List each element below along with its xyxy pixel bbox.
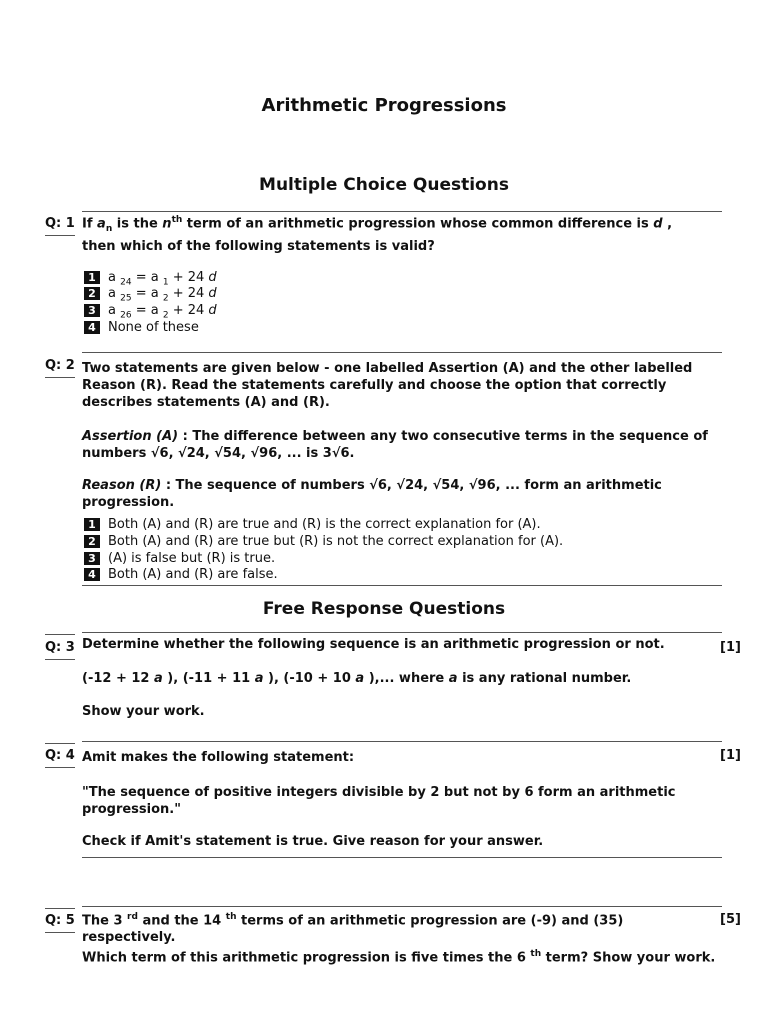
question-4-quote: "The sequence of positive integers divisible by 2 but not by 6 form an arithmetic progression." [82,785,676,817]
option-4[interactable]: 4 None of these [84,320,199,336]
option-1[interactable]: 1 a $_{24}$ = a $_1$ + 24 d [84,270,217,291]
assertion-text: Assertion (A) : The difference between any two consecutive terms in the sequence of numbers √6, √24, √54, √96, ... is 3√6. [82,429,708,461]
page-title: Arithmetic Progressions [261,95,507,116]
question-label-underline [45,767,75,768]
option-3[interactable]: 3 a $_{26}$ = a $_2$ + 24 d [84,303,217,324]
mcq-heading: Multiple Choice Questions [259,175,509,195]
frq-heading: Free Response Questions [262,599,506,619]
question-2-text: Two statements are given below - one labelled Assertion (A) and the other labelled Reason (R). Read the statements carefully and choose the option that correctly describes statements (A) and (R). [82,361,693,410]
option-3[interactable]: 3 (A) is false but (R) is true. [84,551,275,567]
marks-badge: [1] [720,748,741,763]
question-label-underline [45,377,75,378]
marks-badge: [1] [720,640,741,655]
marks-badge: [5] [720,912,741,927]
option-2[interactable]: 2 Both (A) and (R) are true but (R) is not the correct explanation for (A). [84,534,563,550]
question-label-3: Q: 3 [45,640,75,655]
divider [82,741,722,742]
option-1[interactable]: 1 Both (A) and (R) are true and (R) is the correct explanation for (A). [84,517,541,533]
question-label-1: Q: 1 [45,216,75,231]
question-5-text: The 3 $^{rd}$ and the 14 $^{th}$ terms of an arithmetic progression are (-9) and (35) respectively. Which term of this arithmetic progression is five times the 6 $^{th}$ term? Show your work. [82,912,716,966]
question-1-text: If $a_n$ is the $n^{th}$ term of an arithmetic progression whose common difference is d , then which of the following statements is valid? [82,215,673,254]
divider [82,632,722,633]
question-label-5: Q: 5 [45,913,75,928]
question-label-underline [45,932,75,933]
divider [82,857,722,858]
option-2[interactable]: 2 a $_{25}$ = a $_2$ + 24 d [84,286,217,307]
question-3-instruction: Show your work. [82,704,205,719]
question-4-instruction: Check if Amit's statement is true. Give reason for your answer. [82,834,544,849]
divider [82,352,722,353]
divider [82,585,722,586]
question-label-overline [45,634,75,635]
question-label-2: Q: 2 [45,358,75,373]
reason-text: Reason (R) : The sequence of numbers √6, √24, √54, √96, ... form an arithmetic progression. [82,478,662,510]
question-3-text: Determine whether the following sequence is an arithmetic progression or not. [82,637,665,652]
question-3-sequence: (-12 + 12 a ), (-11 + 11 a ), (-10 + 10 a ),... where a is any rational number. [82,671,632,686]
divider [82,906,722,907]
question-label-underline [45,659,75,660]
question-label-4: Q: 4 [45,748,75,763]
question-4-text: Amit makes the following statement: [82,750,355,765]
question-label-overline [45,908,75,909]
question-label-overline [45,743,75,744]
question-label-underline [45,235,75,236]
option-4[interactable]: 4 Both (A) and (R) are false. [84,567,278,583]
